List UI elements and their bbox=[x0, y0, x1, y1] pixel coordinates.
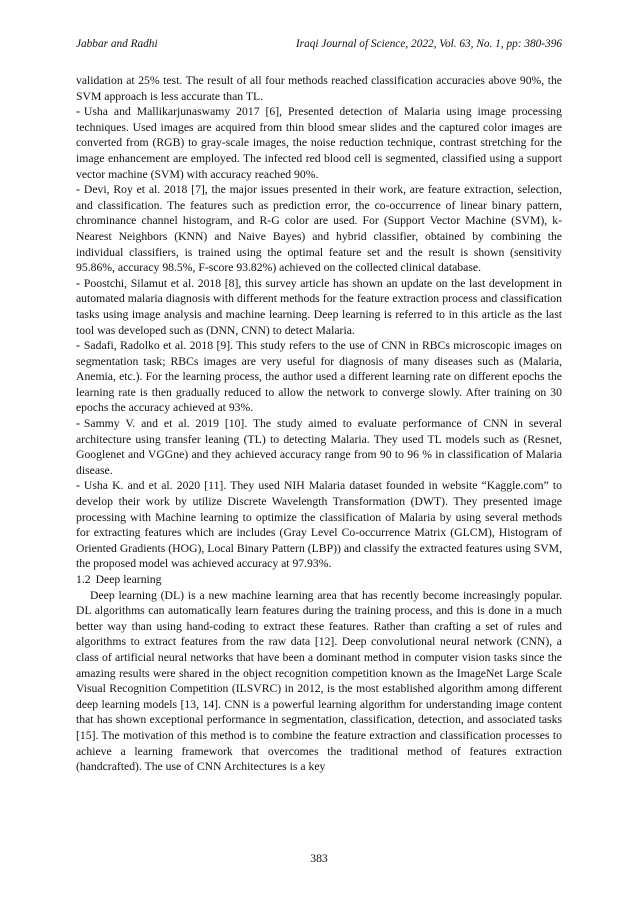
review-item-2 bbox=[76, 182, 562, 276]
bullet-marker: - bbox=[76, 105, 80, 119]
bullet-marker: - bbox=[76, 417, 80, 431]
review-item-text: Sammy V. and et al. 2019 [10]. The study aimed to evaluate performance of CNN in several architecture using transfer leaning (TL) to detecting Malaria. They used TL models such as (Resnet, Googlenet and VGGne) and they achieved accuracy range from 90 to 96 % in classification of Malaria disease. bbox=[76, 417, 562, 477]
bullet-marker: - bbox=[76, 183, 80, 197]
bullet-marker: - bbox=[76, 339, 80, 353]
section-number: 1.2 bbox=[76, 573, 91, 586]
review-item-text: Usha and Mallikarjunaswamy 2017 [6], Presented detection of Malaria using image processing techniques. Used images are acquired from thin blood smear slides and the captured color images are converted from (RGB) to gray-scale images, the noise reduction technique, contrast stretching for the image enhancement are employed. The infected red blood cell is segmented, classified using a support vector machine (SVM) with accuracy reached 90%. bbox=[76, 105, 562, 181]
header-journal: Iraqi Journal of Science, 2022, Vol. 63, No. 1, pp: 380-396 bbox=[295, 38, 562, 50]
review-item-text: Poostchi, Silamut et al. 2018 [8], this survey article has shown an update on the last development in automated malaria diagnosis with different methods for the feature extraction process and classification tasks using image analysis and machine learning. Deep learning is referred to in this article as the last tool was developed such as (DNN, CNN) to detect Malaria. bbox=[76, 276, 562, 337]
section-heading bbox=[76, 572, 562, 588]
review-item-3 bbox=[76, 276, 562, 338]
header-authors: Jabbar and Radhi bbox=[76, 38, 158, 50]
section-title: Deep learning bbox=[95, 573, 162, 586]
bullet-marker: - bbox=[76, 276, 80, 290]
section-paragraph: Deep learning (DL) is a new machine learning area that has recently become increasingly popular. DL algorithms can automatically learn features during the training process, and this is done in a much better way than using hand-coding to extract these features. Rather than crafting a set of rules and algorithms to extract features from the raw data [12]. Deep convolutional neural network (CNN), a class of artificial neural networks that have been a dominant method in computer vision tasks since the amazing results were shared in the object recognition competition known as the ImageNet Large Scale Visual Recognition Competition (ILSVRC) in 2012, is the most established algorithm among different deep learning models [13, 14]. CNN is a powerful learning algorithm for understanding image content that has shown exceptional performance in segmentation, classification, detection, and associated tasks [15]. The motivation of this method is to combine the feature extraction and classification processes to achieve a learning framework that overcomes the traditional method of features extraction (handcrafted). The use of CNN Architectures is a key bbox=[76, 588, 562, 774]
review-item-1 bbox=[76, 104, 562, 182]
review-item-5 bbox=[76, 416, 562, 478]
review-item-4 bbox=[76, 338, 562, 416]
review-item-text: Devi, Roy et al. 2018 [7], the major issues presented in their work, are feature extraction, selection, and classification. The features such as prediction error, the co-occurrence of linear binary pattern, chrominance channel histogram, and R-G color are used. For (Support Vector Machine (SVM), k-Nearest Neighbors (KNN) and Naive Bayes) and hybrid classifier, obtained by combining the individual classifiers, is trained using the optimal feature set and the result is shown (sensitivity 95.86%, accuracy 98.5%, F-score 93.82%) achieved on the collected clinical database. bbox=[76, 183, 562, 275]
review-item-text: Sadafi, Radolko et al. 2018 [9]. This study refers to the use of CNN in RBCs microscopic images on segmentation task; RBCs images are very useful for diagnosis of many diseases such as (Malaria, Anemia, etc.). For the learning process, the author used a different learning rate on different epochs the learning rate is then gradually reduced to allow the network to converge slowly. After training on 30 epochs the accuracy achieved at 93%. bbox=[76, 339, 562, 415]
review-item-text: Usha K. and et al. 2020 [11]. They used NIH Malaria dataset founded in website “Kaggle.com” to develop their work by utilize Discrete Wavelength Transformation (DWT). They presented image processing with Machine learning to optimize the classification of Malaria by using several methods for extracting features which are includes (Gray Level Co-occurrence Matrix (GLCM), Histogram of Oriented Gradients (HOG), Local Binary Pattern (LBP)) and classify the extracted features using SVM, the proposed model was achieved accuracy at 97.93%. bbox=[76, 479, 562, 571]
page-number: 383 bbox=[310, 852, 328, 865]
bullet-marker: - bbox=[76, 479, 80, 493]
intro-paragraph: validation at 25% test. The result of all four methods reached classification accuracies above 90%, the SVM approach is less accurate than TL. bbox=[76, 74, 562, 103]
running-header bbox=[76, 38, 562, 54]
review-item-6 bbox=[76, 478, 562, 572]
page-body bbox=[76, 73, 562, 775]
